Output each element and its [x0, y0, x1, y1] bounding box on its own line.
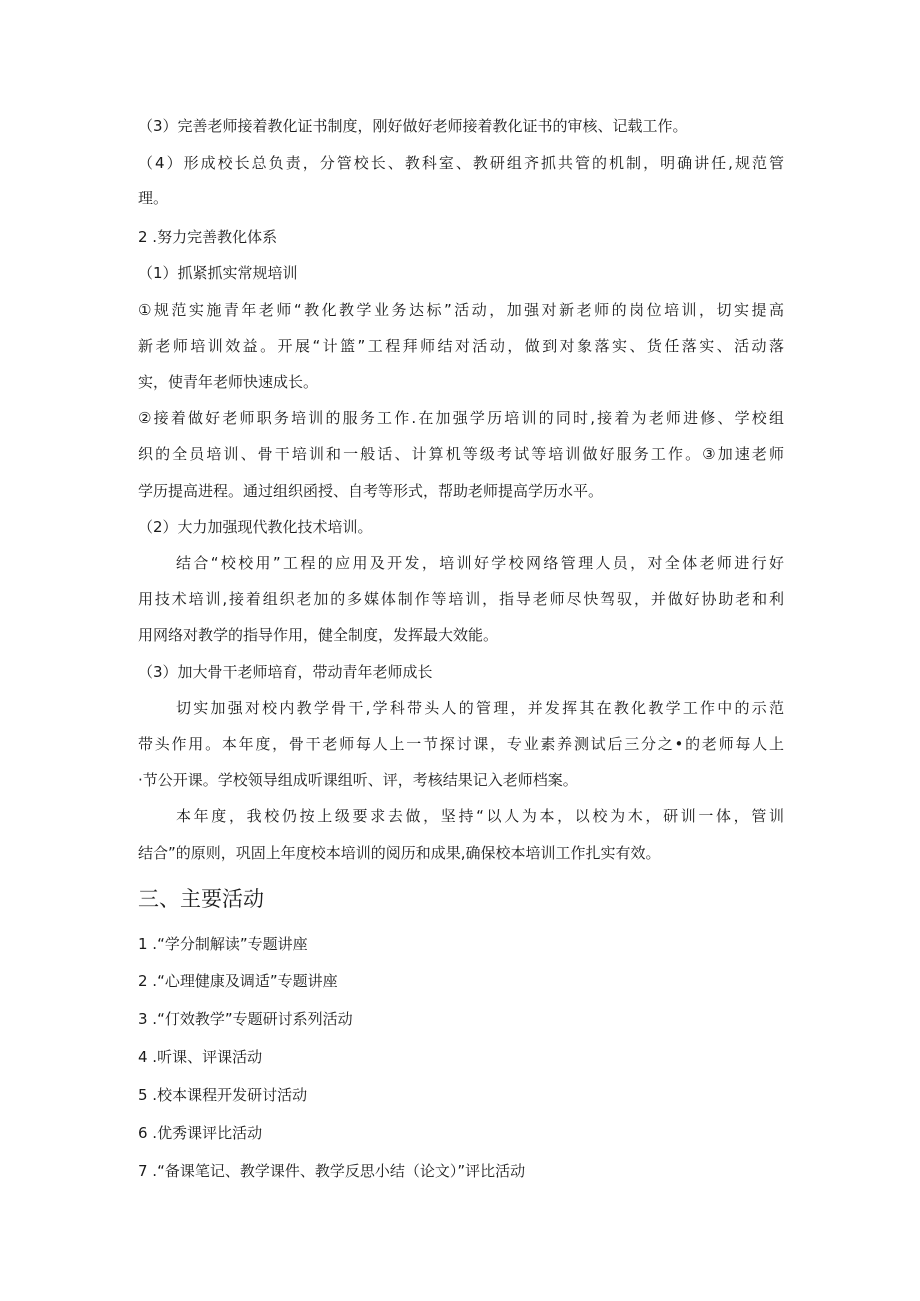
paragraph-line: （4）形成校长总负责，分管校长、教科室、教研组齐抓共管的机制，明确讲任,规范管	[138, 154, 784, 172]
paragraph-line: 切实加强对校内教学骨干,学科带头人的管理，并发挥其在教化教学工作中的示范	[176, 699, 784, 717]
paragraph-line: ·节公开课。学校领导组成听课组听、评，考核结果记入老师档案。	[138, 771, 578, 789]
list-item: 5 .校本课程开发研讨活动	[138, 1086, 308, 1104]
paragraph-line: 理。	[138, 189, 169, 207]
paragraph-line: 本年度，我校仍按上级要求去做，坚持“以人为本，以校为木，研训一体，管训	[176, 807, 784, 825]
paragraph-line: 结合“校校用”工程的应用及开发，培训好学校网络管理人员，对全体老师进行好	[176, 554, 784, 572]
paragraph-line: 学历提高进程。通过组织函授、自考等形式，帮助老师提高学历水平。	[138, 482, 604, 500]
list-item: 7 .“备课笔记、教学课件、教学反思小结（论文）”评比活动	[138, 1162, 526, 1180]
paragraph-line: 结合”的原则，巩固上年度校本培训的阅历和成果,确保校本培训工作扎实有效。	[138, 844, 661, 862]
list-item: 6 .优秀课评比活动	[138, 1124, 263, 1142]
paragraph-line: （3）完善老师接着教化证书制度，刚好做好老师接着教化证书的审核、记载工作。	[138, 117, 688, 135]
paragraph-line: ②接着做好老师职务培训的服务工作.在加强学历培训的同时,接着为老师进修、学校组	[138, 409, 784, 427]
paragraph-line: 带头作用。本年度，骨干老师每人上一节探讨课，专业素养测试后三分之•的老师每人上	[138, 735, 784, 753]
subheading: 2 .努力完善教化体系	[138, 228, 278, 246]
paragraph-line: 实，使青年老师快速成长。	[138, 373, 319, 391]
paragraph-line: 织的全员培训、骨干培训和一般话、计算机等级考试等培训做好服务工作。③加速老师	[138, 445, 784, 463]
list-item: 2 .“心理健康及调适”专题讲座	[138, 972, 338, 990]
list-item: 1 .“学分制解读”专题讲座	[138, 935, 308, 953]
paragraph-line: ①规范实施青年老师“教化教学业务达标”活动，加强对新老师的岗位培训，切实提高	[138, 301, 784, 319]
paragraph-line: 用技术培训,接着组织老加的多媒体制作等培训，指导老师尽快驾驭，并做好协助老和利	[138, 590, 784, 608]
subheading: （2）大力加强现代教化技术培训。	[138, 518, 373, 536]
section-heading: 三、主要活动	[138, 887, 264, 911]
subheading: （3）加大骨干老师培育，带动青年老师成长	[138, 663, 433, 681]
subheading: （1）抓紧抓实常规培训	[138, 264, 298, 282]
paragraph-line: 新老师培训效益。开展“计篮”工程拜师结对活动，做到对象落实、货任落实、活动落	[138, 337, 784, 355]
list-item: 3 .“仃效教学”专题研讨系列活动	[138, 1010, 353, 1028]
list-item: 4 .听课、评课活动	[138, 1048, 263, 1066]
paragraph-line: 用网络对教学的指导作用，健全制度，发挥最大效能。	[138, 626, 499, 644]
